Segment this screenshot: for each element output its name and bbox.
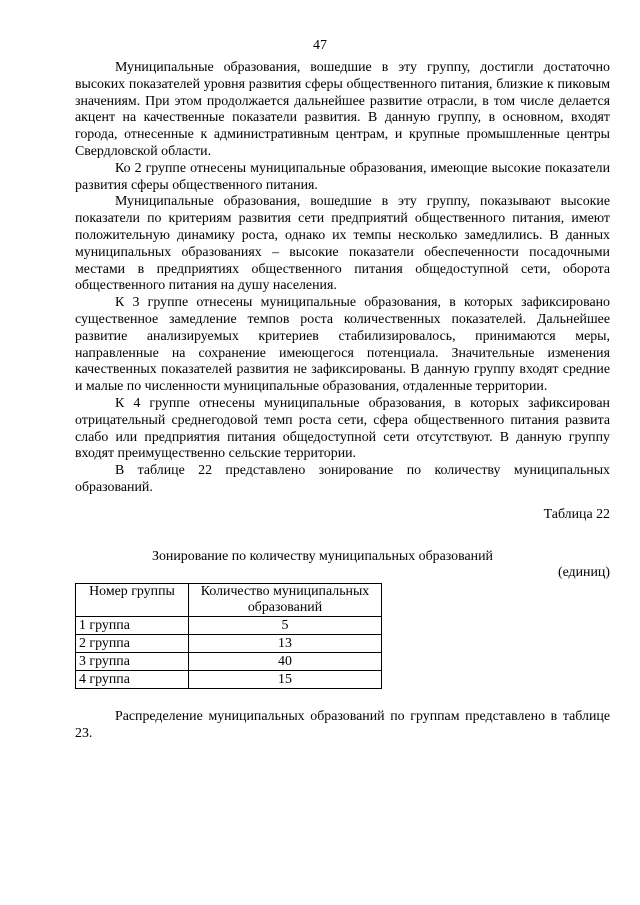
table-cell-count: 40 (189, 653, 382, 671)
paragraph: Муниципальные образования, вошедшие в эту группу, показывают высокие показатели по критериям развития сети предприятий общественного питания, имеют положительную динамику роста, однако их темпы несколько замедлились. В данных муниципальных образованиях – высокие показатели обеспеченности посадочными местами в предприятиях общественного питания общедоступной сети, оборота общественного питания на душу населения. (75, 194, 610, 294)
paragraph: К 3 группе отнесены муниципальные образования, в которых зафиксировано существенное замедление темпов роста количественных показателей. Дальнейшее развитие анализируемых критериев стабилизировалось, принимаются меры, направленные на сохранение имеющегося потенциала. Значительные изменения качественных показателей развития не зафиксированы. В данную группу входят средние и малые по численности муниципальные образования, отдаленные территории. (75, 295, 610, 395)
table-cell-group: 1 группа (76, 617, 189, 635)
column-header-group: Номер группы (76, 584, 189, 617)
paragraph: К 4 группе отнесены муниципальные образования, в которых зафиксирован отрицательный среднегодовой темп роста сети, сфера общественного питания развита слабо или предприятия питания общедоступной сети отсутствуют. В данную группу входят преимущественно сельские территории. (75, 395, 610, 462)
table-row (76, 617, 382, 635)
paragraph: В таблице 22 представлено зонирование по количеству муниципальных образований. (75, 463, 610, 495)
table-header-row (76, 584, 382, 617)
table-cell-group: 2 группа (76, 635, 189, 653)
table-row (76, 635, 382, 653)
table-row (76, 671, 382, 689)
table-caption: Таблица 22 (543, 506, 610, 522)
table-cell-group: 4 группа (76, 671, 189, 689)
paragraph: Муниципальные образования, вошедшие в эту группу, достигли достаточно высоких показателей уровня развития сферы общественного питания, близкие к пиковым значениям. При этом продолжается дальнейшее развитие отрасли, в том числе делается акцент на качественные показатели развития. В данную группу, в основном, входят города, отнесенные к административным центрам, и крупные промышленные центры Свердловской области. (75, 60, 610, 159)
paragraph: Ко 2 группе отнесены муниципальные образования, имеющие высокие показатели развития сферы общественного питания. (75, 160, 610, 193)
table-units: (единиц) (557, 565, 610, 581)
table-row (76, 653, 382, 671)
zoning-table (75, 583, 382, 689)
table-title: Зонирование по количеству муниципальных образований (152, 548, 493, 564)
document-body (75, 60, 610, 743)
table-cell-count: 13 (189, 635, 382, 653)
column-header-count: Количество муниципальных образований (189, 584, 382, 617)
table-cell-count: 15 (189, 671, 382, 689)
closing-paragraph: Распределение муниципальных образований по группам представлено в таблице 23. (75, 709, 610, 741)
page-number: 47 (313, 38, 327, 53)
table-cell-count: 5 (189, 617, 382, 635)
table-cell-group: 3 группа (76, 653, 189, 671)
